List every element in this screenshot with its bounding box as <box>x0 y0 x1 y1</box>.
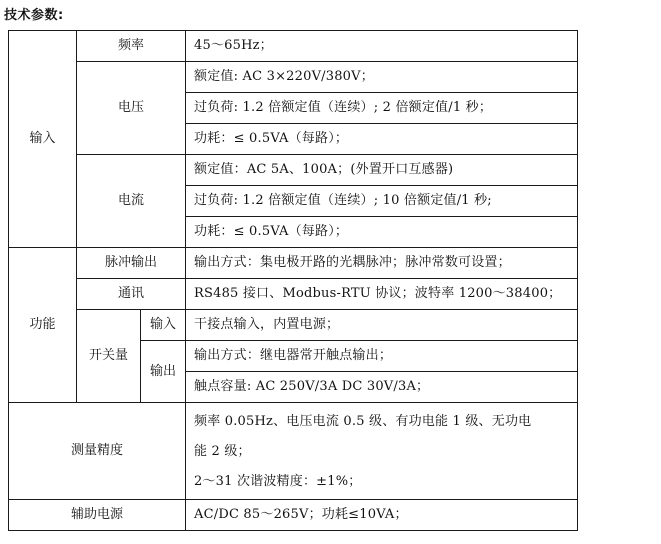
voltage-rated-value: 额定值: AC 3×220V/380V； <box>186 62 578 93</box>
table-row <box>9 403 578 500</box>
switch-output-capacity-value: 触点容量: AC 250V/3A DC 30V/3A； <box>186 372 578 403</box>
pulse-output-label: 脉冲输出 <box>77 248 186 279</box>
table-row <box>9 248 578 279</box>
function-group-label: 功能 <box>9 248 77 403</box>
switch-output-label: 输出 <box>141 341 186 403</box>
current-label: 电流 <box>77 155 186 248</box>
communication-value: RS485 接口、Modbus-RTU 协议；波特率 1200～38400； <box>186 279 578 310</box>
frequency-value: 45～65Hz； <box>186 31 578 62</box>
table-row <box>9 31 578 62</box>
switch-input-value: 干接点输入，内置电源； <box>186 310 578 341</box>
table-row <box>9 279 578 310</box>
communication-label: 通讯 <box>77 279 186 310</box>
current-power-value: 功耗：≤ 0.5VA（每路）； <box>186 217 578 248</box>
accuracy-label: 测量精度 <box>9 403 186 500</box>
voltage-power-value: 功耗：≤ 0.5VA（每路）； <box>186 124 578 155</box>
current-rated-value: 额定值：AC 5A、100A；(外置开口互感器) <box>186 155 578 186</box>
section-title: 技术参数: <box>4 8 64 23</box>
table-row <box>9 310 578 341</box>
voltage-label: 电压 <box>77 62 186 155</box>
aux-power-value: AC/DC 85～265V；功耗≤10VA； <box>186 500 578 531</box>
switch-output-mode-value: 输出方式：继电器常开触点输出； <box>186 341 578 372</box>
switch-label: 开关量 <box>77 310 141 403</box>
aux-power-label: 辅助电源 <box>9 500 186 531</box>
accuracy-value <box>186 403 578 500</box>
current-overload-value: 过负荷: 1.2 倍额定值（连续）; 10 倍额定值/1 秒; <box>186 186 578 217</box>
accuracy-line-3: 2～31 次谐波精度：±1%； <box>194 474 362 489</box>
accuracy-line-1: 频率 0.05Hz、电压电流 0.5 级、有功电能 1 级、无功电 <box>194 414 532 429</box>
voltage-overload-value: 过负荷: 1.2 倍额定值（连续）; 2 倍额定值/1 秒； <box>186 93 578 124</box>
input-group-label: 输入 <box>9 31 77 248</box>
table-row <box>9 155 578 186</box>
pulse-output-value: 输出方式：集电极开路的光耦脉冲；脉冲常数可设置； <box>186 248 578 279</box>
switch-input-label: 输入 <box>141 310 186 341</box>
spec-table <box>8 30 578 531</box>
frequency-label: 频率 <box>77 31 186 62</box>
table-row <box>9 62 578 93</box>
accuracy-line-2: 能 2 级； <box>194 444 251 459</box>
table-row <box>9 500 578 531</box>
